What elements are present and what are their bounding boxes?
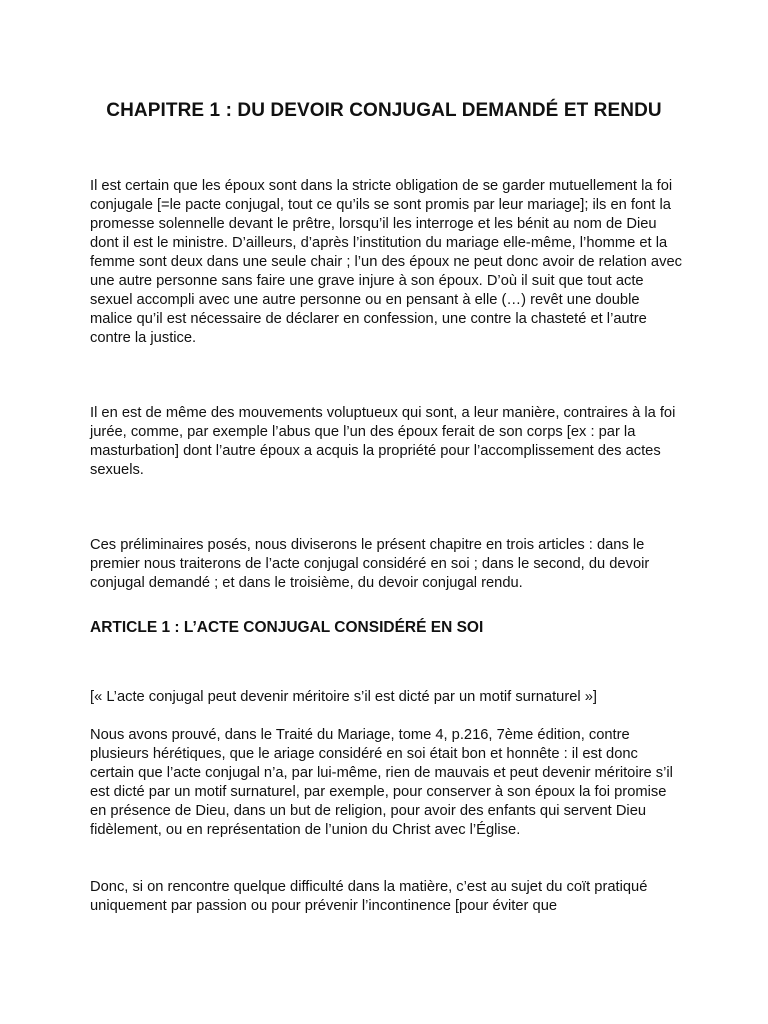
paragraph-voluptuous-movements: Il en est de même des mouvements voluptueux qui sont, a leur manière, contraires à la foi jurée, comme, par exemple l’abus que l’un des époux ferait de son corps [ex : par la masturbation] dont l’autre époux a acquis la propriété pour l’accomplissement des actes sexuels. xyxy=(90,405,676,478)
article-quote: [« L’acte conjugal peut devenir méritoire s’il est dicté par un motif surnaturel »] xyxy=(90,689,597,705)
paragraph-conjugal-act-good: Nous avons prouvé, dans le Traité du Mariage, tome 4, p.216, 7ème édition, contre plusieurs hérétiques, que le ariage considéré en soi était bon et honnête : il est donc certain que l’acte conjugal n’a, par lui-même, rien de mauvais et peut devenir méritoire s’il est dicté par un motif surnaturel, par exemple, pour conserver à son époux la foi promise en présence de Dieu, dans un but de religion, pour avoir des enfants qui servent Dieu fidèlement, ou en représentation de l’union du Christ avec l’Église. xyxy=(90,727,673,838)
paragraph-fidelity-obligation: Il est certain que les époux sont dans la stricte obligation de se garder mutuellement la foi conjugale [=le pacte conjugal, tout ce qu’ils se sont promis par leur mariage]; ils en font la promesse solennelle devant le prêtre, lorsqu’il les interroge et les bénit au nom de Dieu dont il est le ministre. D’ailleurs, d’après l’institution du mariage elle-même, l’homme et la femme sont deux dans une seule chair ; l’un des époux ne peut donc avoir de relation avec une autre personne sans faire une grave injure à son époux. D’où il suit que tout acte sexuel accompli avec une autre personne ou en pensant à elle (…) revêt une double malice qu’il est nécessaire de déclarer en confession, une contre la chasteté et l’autre contre la justice. xyxy=(90,178,682,346)
paragraph-difficulty: Donc, si on rencontre quelque difficulté dans la matière, c’est au sujet du coït pratiqué uniquement par passion ou pour prévenir l’incontinence [pour éviter que xyxy=(90,879,648,914)
article-title: ARTICLE 1 : L’ACTE CONJUGAL CONSIDÉRÉ EN SOI xyxy=(90,619,484,636)
chapter-title: CHAPITRE 1 : DU DEVOIR CONJUGAL DEMANDÉ ET RENDU xyxy=(106,100,662,121)
paragraph-chapter-division: Ces préliminaires posés, nous diviserons le présent chapitre en trois articles : dans le premier nous traiterons de l’acte conjugal considéré en soi ; dans le second, du devoir conjugal demandé ; et dans le troisième, du devoir conjugal rendu. xyxy=(90,537,650,591)
